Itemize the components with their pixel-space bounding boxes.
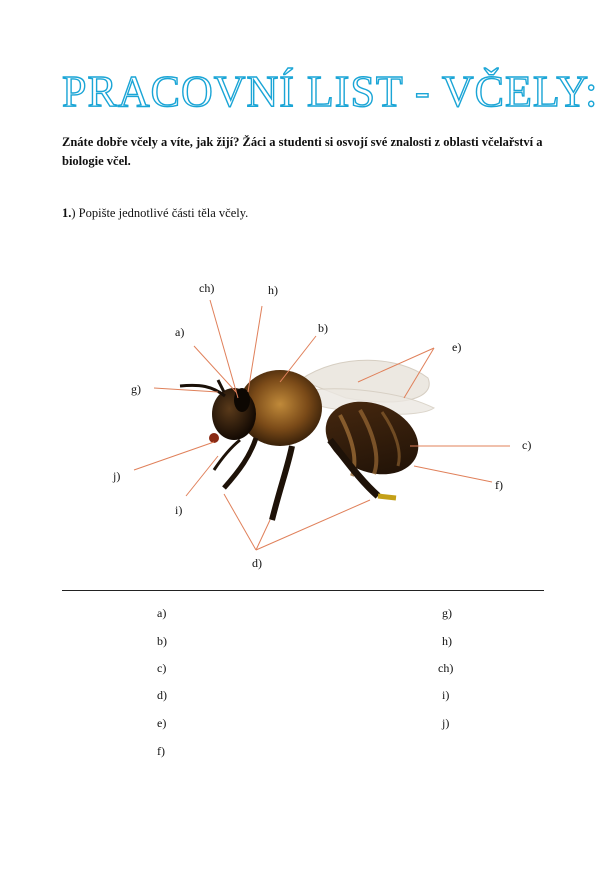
answer-b: b)	[157, 634, 167, 648]
label-ch: ch)	[199, 281, 215, 295]
label-c: c)	[522, 438, 532, 452]
label-i: i)	[175, 503, 183, 517]
label-e: e)	[452, 340, 462, 354]
answer-j: j)	[442, 716, 450, 730]
answer-h: h)	[442, 634, 452, 648]
label-g: g)	[131, 382, 141, 396]
label-h: h)	[268, 283, 278, 297]
answer-e: e)	[157, 716, 167, 730]
label-a: a)	[175, 325, 185, 339]
answer-c: c)	[157, 661, 167, 675]
task-number: 1.	[62, 206, 72, 220]
bee-illustration	[180, 360, 434, 520]
label-f: f)	[495, 478, 503, 492]
answer-f: f)	[157, 744, 165, 758]
answer-i: i)	[442, 688, 450, 702]
leader-lines	[134, 300, 510, 550]
intro-text: Znáte dobře včely a víte, jak žijí? Žáci a studenti si osvojí své znalosti z oblasti včelařství a biologie včel.	[62, 135, 543, 168]
answer-ch: ch)	[438, 661, 454, 675]
label-d: d)	[252, 556, 262, 570]
task-text: ) Popište jednotlivé části těla včely.	[71, 206, 249, 220]
label-b: b)	[318, 321, 328, 335]
label-j: j)	[113, 469, 121, 483]
divider-line	[62, 590, 544, 591]
answer-d: d)	[157, 688, 167, 702]
page-title: PRACOVNÍ LIST - VČELY:	[62, 67, 599, 116]
answer-g: g)	[442, 606, 452, 620]
answer-a: a)	[157, 606, 167, 620]
